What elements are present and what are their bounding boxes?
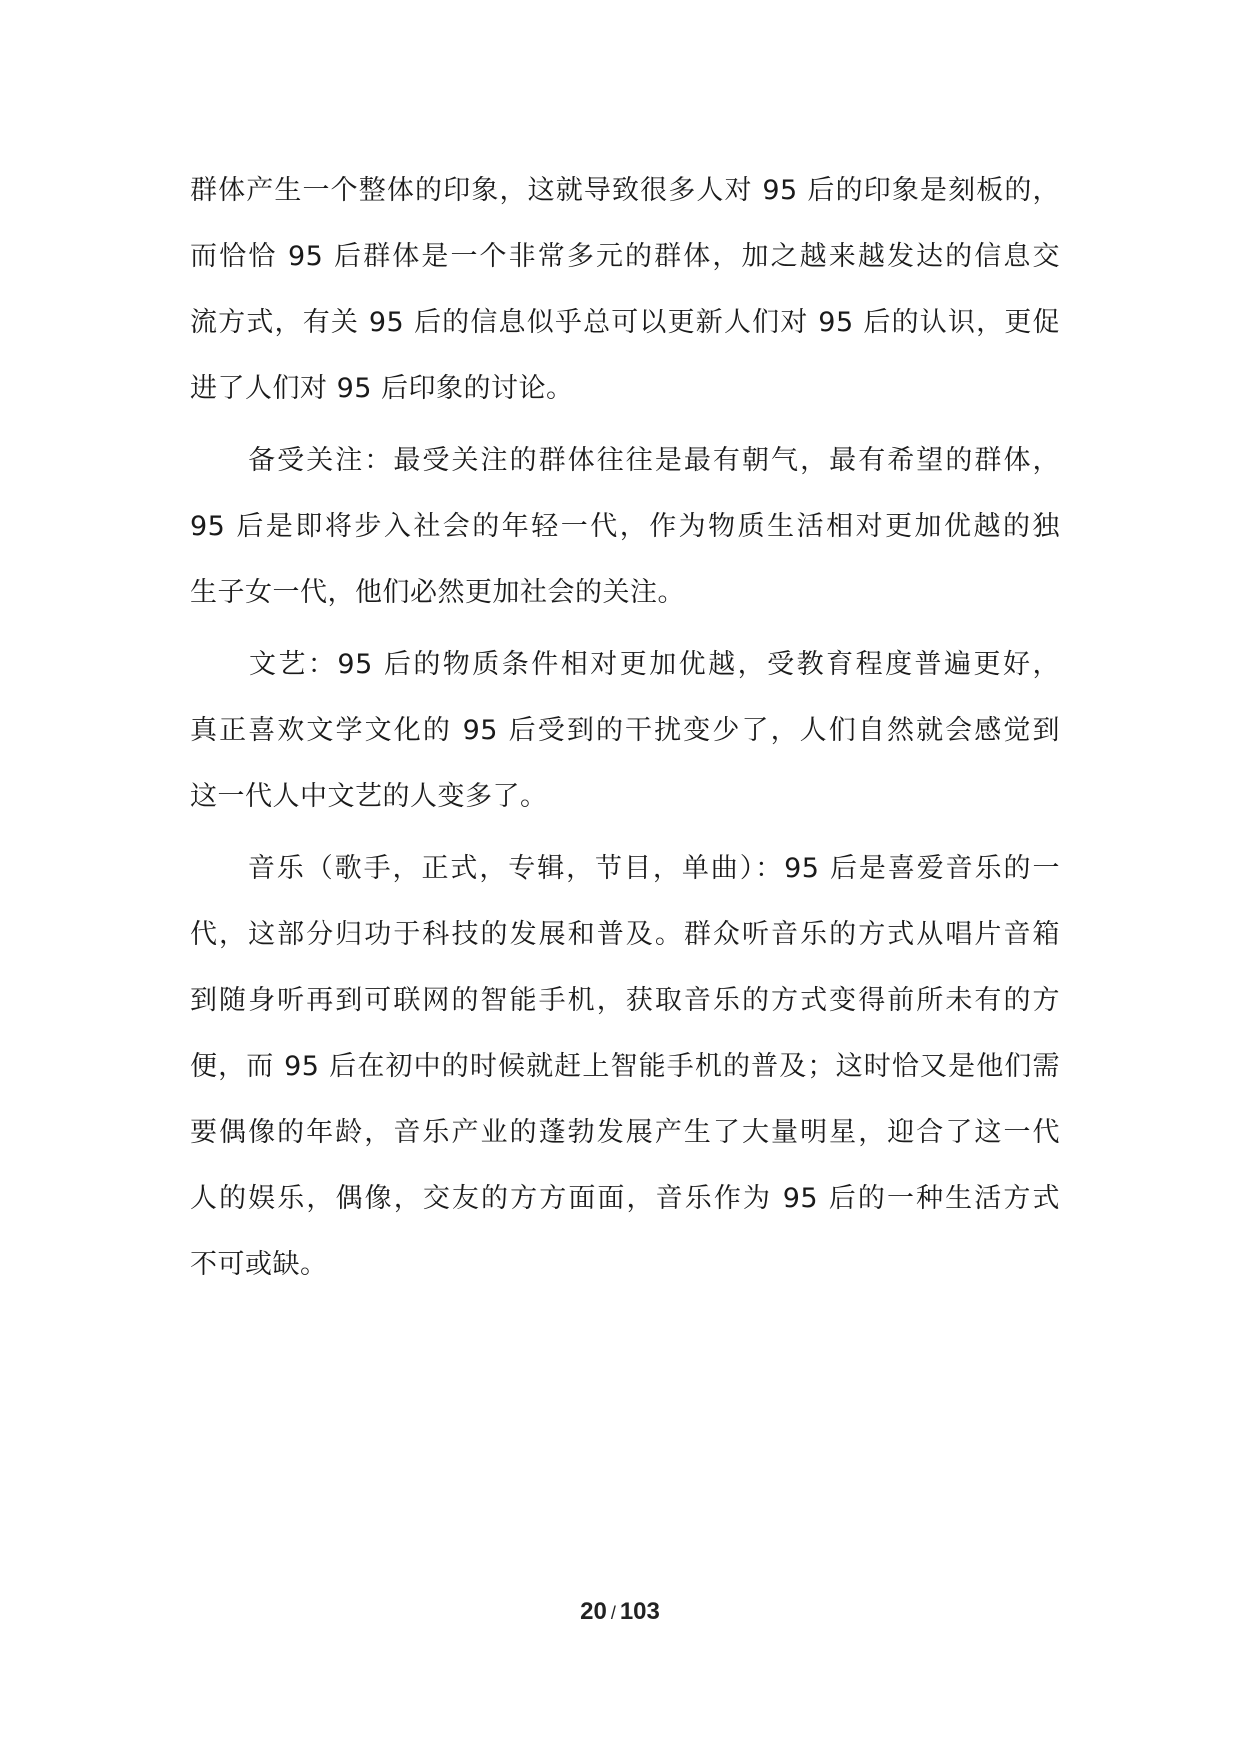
text-line: 95 后是即将步入社会的年轻一代，作为物质生活相对更加优越的独 — [190, 511, 1060, 542]
text-line: 生子女一代，他们必然更加社会的关注。 — [190, 577, 685, 608]
text-line: 真正喜欢文学文化的 95 后受到的干扰变少了，人们自然就会感觉到 — [190, 715, 1060, 746]
text-line: 群体产生一个整体的印象，这就导致很多人对 95 后的印象是刻板的， — [190, 175, 1060, 206]
text-line: 代，这部分归功于科技的发展和普及。群众听音乐的方式从唱片音箱 — [190, 919, 1060, 950]
text-line: 进了人们对 95 后印象的讨论。 — [190, 373, 574, 404]
text-line: 人的娱乐，偶像，交友的方方面面，音乐作为 95 后的一种生活方式 — [190, 1183, 1060, 1214]
text-line: 不可或缺。 — [190, 1249, 328, 1280]
page-separator: / — [610, 1603, 616, 1623]
text-line: 这一代人中文艺的人变多了。 — [190, 781, 548, 812]
text-line: 备受关注：最受关注的群体往往是最有朝气，最有希望的群体， — [190, 445, 1060, 476]
text-line: 要偶像的年龄，音乐产业的蓬勃发展产生了大量明星，迎合了这一代 — [190, 1117, 1060, 1148]
text-line: 便，而 95 后在初中的时候就赶上智能手机的普及；这时恰又是他们需 — [190, 1051, 1060, 1082]
text-line: 流方式，有关 95 后的信息似乎总可以更新人们对 95 后的认识，更促 — [190, 307, 1060, 338]
page-number — [0, 1598, 1240, 1626]
body-text — [190, 158, 1060, 1304]
paragraph-literary — [190, 632, 1060, 830]
total-pages: 103 — [619, 1598, 660, 1625]
text-line: 而恰恰 95 后群体是一个非常多元的群体，加之越来越发达的信息交 — [190, 241, 1060, 272]
text-line: 文艺：95 后的物质条件相对更加优越，受教育程度普遍更好， — [190, 649, 1060, 680]
text-line: 到随身听再到可联网的智能手机，获取音乐的方式变得前所未有的方 — [190, 985, 1060, 1016]
paragraph-intro — [190, 158, 1060, 422]
text-line: 音乐（歌手，正式，专辑，节目，单曲）：95 后是喜爱音乐的一 — [190, 853, 1060, 884]
current-page: 20 — [580, 1598, 607, 1625]
paragraph-music — [190, 836, 1060, 1298]
paragraph-attention — [190, 428, 1060, 626]
